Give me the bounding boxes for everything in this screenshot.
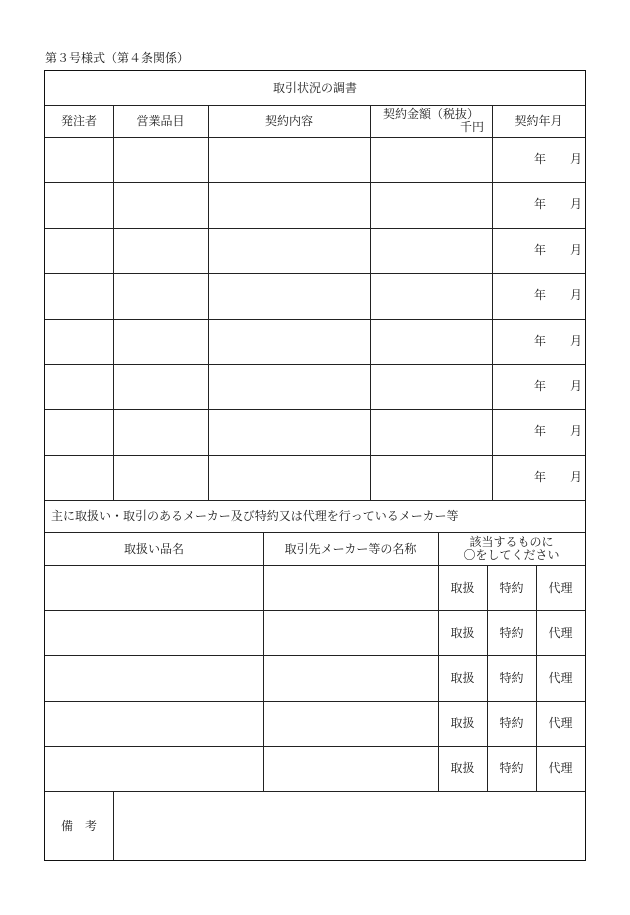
row-product-field[interactable]	[113, 409, 208, 454]
row-maker-field[interactable]	[263, 655, 438, 700]
agency-option[interactable]: 代理	[548, 670, 573, 685]
form-number-label: 第３号様式（第４条関係）	[45, 51, 190, 65]
grid-line	[45, 319, 585, 320]
grid-line	[536, 565, 537, 791]
row-amount-field[interactable]	[370, 182, 492, 227]
grid-line	[45, 655, 585, 656]
year-label: 年	[534, 288, 547, 303]
header-amount-label: 契約金額（税抜）	[382, 107, 479, 121]
header-instruction-line1: 該当するものに	[469, 534, 554, 549]
row-item-field[interactable]	[45, 565, 263, 610]
grid-line	[208, 105, 209, 500]
month-label: 月	[570, 242, 583, 257]
row-orderer-field[interactable]	[45, 319, 113, 364]
grid-line	[370, 105, 371, 500]
row-date-field[interactable]	[492, 409, 585, 454]
row-product-field[interactable]	[113, 273, 208, 318]
grid-line	[45, 364, 585, 365]
row-date-field[interactable]	[492, 455, 585, 500]
year-label: 年	[534, 242, 547, 257]
row-item-field[interactable]	[45, 655, 263, 700]
grid-line	[45, 565, 585, 566]
header-amount	[370, 105, 492, 137]
row-amount-field[interactable]	[370, 319, 492, 364]
agency-option[interactable]: 代理	[548, 716, 573, 731]
grid-line	[45, 610, 585, 611]
row-amount-field[interactable]	[370, 137, 492, 182]
row-date-field[interactable]	[492, 182, 585, 227]
row-product-field[interactable]	[113, 319, 208, 364]
month-label: 月	[570, 197, 583, 212]
row-orderer-field[interactable]	[45, 273, 113, 318]
handling-option[interactable]: 取扱	[450, 670, 475, 685]
row-product-field[interactable]	[113, 137, 208, 182]
row-contract-field[interactable]	[208, 364, 370, 409]
row-maker-field[interactable]	[263, 565, 438, 610]
row-orderer-field[interactable]	[45, 364, 113, 409]
row-contract-field[interactable]	[208, 182, 370, 227]
special-contract-option[interactable]: 特約	[499, 580, 524, 595]
row-item-field[interactable]	[45, 701, 263, 746]
grid-line	[492, 105, 493, 500]
grid-line	[45, 746, 585, 747]
row-contract-field[interactable]	[208, 228, 370, 273]
row-item-field[interactable]	[45, 746, 263, 791]
month-label: 月	[570, 469, 583, 484]
survey-form	[44, 70, 586, 861]
row-orderer-field[interactable]	[45, 137, 113, 182]
agency-option[interactable]: 代理	[548, 580, 573, 595]
header-item: 取扱い品名	[123, 541, 184, 556]
row-contract-field[interactable]	[208, 409, 370, 454]
row-amount-field[interactable]	[370, 455, 492, 500]
remarks-field[interactable]	[113, 791, 585, 860]
row-orderer-field[interactable]	[45, 455, 113, 500]
row-maker-field[interactable]	[263, 701, 438, 746]
grid-line	[45, 137, 585, 138]
month-label: 月	[570, 379, 583, 393]
row-orderer-field[interactable]	[45, 409, 113, 454]
header-instruction	[438, 532, 585, 565]
handling-option[interactable]: 取扱	[450, 761, 475, 776]
grid-line	[487, 565, 488, 791]
row-date-field[interactable]	[492, 228, 585, 273]
remarks-label: 備 考	[60, 818, 97, 833]
header-product: 営業品目	[136, 114, 185, 128]
grid-line	[45, 273, 585, 274]
section1-title: 取引状況の調書	[272, 81, 357, 95]
header-instruction-line2: 〇をしてください	[463, 547, 560, 562]
header-orderer: 発注者	[60, 114, 97, 128]
special-contract-option[interactable]: 特約	[499, 625, 524, 640]
year-label: 年	[534, 424, 547, 439]
agency-option[interactable]: 代理	[548, 625, 573, 640]
grid-line	[438, 532, 439, 791]
row-product-field[interactable]	[113, 364, 208, 409]
year-label: 年	[534, 379, 547, 393]
row-product-field[interactable]	[113, 182, 208, 227]
year-label: 年	[534, 333, 547, 348]
row-orderer-field[interactable]	[45, 182, 113, 227]
row-amount-field[interactable]	[370, 364, 492, 409]
row-contract-field[interactable]	[208, 455, 370, 500]
handling-option[interactable]: 取扱	[450, 716, 475, 731]
header-contract: 契約内容	[264, 114, 313, 128]
special-contract-option[interactable]: 特約	[499, 670, 524, 685]
row-contract-field[interactable]	[208, 273, 370, 318]
month-label: 月	[570, 424, 583, 439]
month-label: 月	[570, 288, 583, 303]
row-amount-field[interactable]	[370, 228, 492, 273]
month-label: 月	[570, 152, 583, 166]
special-contract-option[interactable]: 特約	[499, 761, 524, 776]
row-product-field[interactable]	[113, 455, 208, 500]
year-label: 年	[534, 197, 547, 212]
year-label: 年	[534, 152, 547, 166]
grid-line	[113, 791, 114, 860]
row-date-field[interactable]	[492, 364, 585, 409]
grid-line	[45, 532, 585, 533]
section2-title: 主に取扱い・取引のあるメーカー及び特約又は代理を行っているメーカー等	[51, 509, 459, 523]
grid-line	[45, 182, 585, 183]
grid-line	[45, 228, 585, 229]
grid-line	[263, 532, 264, 791]
row-maker-field[interactable]	[263, 746, 438, 791]
grid-line	[45, 500, 585, 501]
month-label: 月	[570, 333, 583, 348]
grid-line	[45, 791, 585, 792]
row-date-field[interactable]	[492, 273, 585, 318]
handling-option[interactable]: 取扱	[450, 580, 475, 595]
row-item-field[interactable]	[45, 610, 263, 655]
header-amount-unit: 千円	[459, 120, 484, 134]
row-contract-field[interactable]	[208, 137, 370, 182]
row-contract-field[interactable]	[208, 319, 370, 364]
row-date-field[interactable]	[492, 137, 585, 182]
grid-line	[45, 455, 585, 456]
grid-line	[113, 105, 114, 500]
row-date-field[interactable]	[492, 319, 585, 364]
special-contract-option[interactable]: 特約	[499, 716, 524, 731]
year-label: 年	[534, 469, 547, 484]
row-amount-field[interactable]	[370, 273, 492, 318]
grid-line	[45, 105, 585, 106]
row-amount-field[interactable]	[370, 409, 492, 454]
grid-line	[45, 701, 585, 702]
handling-option[interactable]: 取扱	[450, 625, 475, 640]
row-maker-field[interactable]	[263, 610, 438, 655]
row-product-field[interactable]	[113, 228, 208, 273]
row-orderer-field[interactable]	[45, 228, 113, 273]
agency-option[interactable]: 代理	[548, 761, 573, 776]
grid-line	[45, 409, 585, 410]
header-maker: 取引先メーカー等の名称	[284, 541, 417, 556]
header-date: 契約年月	[514, 114, 563, 128]
